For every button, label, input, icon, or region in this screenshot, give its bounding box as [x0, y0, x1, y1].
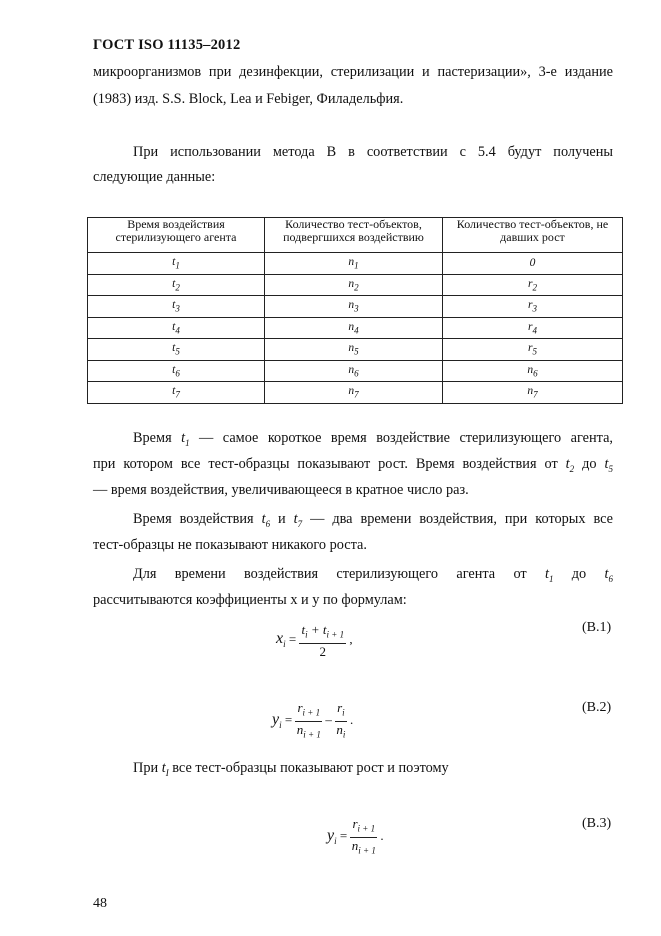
- equation-b1-lhs: $x_i$: [276, 630, 286, 650]
- method-b-line-2: следующие данные:: [93, 169, 216, 185]
- t1-all-text-b: все тест-образцы показывают рост и поэтому: [172, 760, 449, 776]
- symbol-t5: $t_5$: [604, 456, 614, 474]
- equation-b1-fraction: [299, 622, 346, 659]
- table-header-cell: Количество тест-объектов, подвергшихся воздействию: [265, 218, 443, 253]
- table-header-cell: Время воздействия стерилизующего агента: [88, 218, 265, 253]
- t1-text-a: Время: [133, 430, 172, 446]
- table-row: [88, 339, 623, 361]
- t6-paragraph-line-2: тест-образцы не показывают никакого роста.: [93, 537, 367, 553]
- table-cell: $n_7$: [443, 382, 623, 404]
- table-cell: $n_1$: [265, 253, 443, 275]
- t1-text-line-2-mid: до: [582, 456, 597, 472]
- symbol-ti: $t_I$: [161, 760, 169, 778]
- table-cell: $r_2$: [443, 274, 623, 296]
- table-cell: $t_1$: [88, 253, 265, 275]
- table-row: [88, 382, 623, 404]
- t1-paragraph-line-3: — время воздействия, увеличивающееся в кратное число раз.: [93, 482, 469, 498]
- table-cell: $n_4$: [265, 317, 443, 339]
- t1-text-line-2: при котором все тест-образцы показывают рост. Время воздействия от: [93, 456, 558, 472]
- equation-b2-fraction-2: $\frac{r_i}{n_i}$: [336, 700, 346, 740]
- exposure-data-table: [87, 217, 623, 404]
- t6-text-a: Время воздействия: [133, 511, 254, 527]
- table-row: [88, 274, 623, 296]
- table-cell: $t_4$: [88, 317, 265, 339]
- symbol-t7: $t_7$: [293, 511, 303, 529]
- calc-text-a: Для времени воздействия стерилизующего агента от: [133, 566, 527, 582]
- table-cell: $n_3$: [265, 296, 443, 318]
- method-b-line-1: При использовании метода В в соответствии с 5.4 будут получены: [133, 144, 613, 160]
- table-cell: $n_2$: [265, 274, 443, 296]
- t6-text-mid: и: [278, 511, 286, 527]
- t1-text-b: — самое короткое время воздействие стерилизующего агента,: [199, 430, 613, 446]
- equation-b1-label: (B.1): [582, 620, 612, 635]
- equation-b2-lhs: $y_i$: [272, 711, 282, 731]
- equation-b2: $y_i$ = $\frac{r_{i + 1}}{n_{i + 1}}$ – $\frac{r_i}{n_i}$ .: [272, 700, 353, 742]
- table-cell: $t_2$: [88, 274, 265, 296]
- symbol-t1: $t_1$: [544, 566, 554, 584]
- table-cell: $t_6$: [88, 360, 265, 382]
- document-header: ГОСТ ISO 11135–2012: [93, 37, 241, 53]
- table-cell: $t_5$: [88, 339, 265, 361]
- table-cell: $t_3$: [88, 296, 265, 318]
- table-cell: $r_4$: [443, 317, 623, 339]
- table-cell: $r_3$: [443, 296, 623, 318]
- t6-text-b: — два времени воздействия, при которых все: [310, 511, 614, 527]
- t1-all-text-a: При: [133, 760, 159, 776]
- page-number: 48: [93, 896, 107, 911]
- symbol-t6: $t_6$: [261, 511, 271, 529]
- table-cell: $n_7$: [265, 382, 443, 404]
- table-header-cell: Количество тест-объектов, не давших рост: [443, 218, 623, 253]
- equation-b1: $x_i$ = $\frac{t_i + t_{i + 1}}{2}$ ,: [276, 622, 353, 659]
- table-cell: $r_5$: [443, 339, 623, 361]
- calc-text-mid: до: [571, 566, 587, 582]
- equation-b1-numerator: $t_i + t_{i + 1}$: [299, 622, 346, 644]
- equation-b2-label: (B.2): [582, 700, 612, 715]
- symbol-t6: $t_6$: [604, 566, 614, 584]
- calc-paragraph-line-2: рассчитываются коэффициенты x и y по формулам:: [93, 592, 407, 608]
- equation-b3-label: (B.3): [582, 816, 612, 831]
- table-row: [88, 360, 623, 382]
- table-row: [88, 317, 623, 339]
- intro-line-1: микроорганизмов при дезинфекции, стерилизации и пастеризации», 3-е издание: [93, 64, 613, 80]
- table-cell: $n_5$: [265, 339, 443, 361]
- equation-b2-fraction-1: $\frac{r_{i + 1}}{n_{i + 1}}$: [296, 700, 321, 740]
- table-cell: 0: [443, 253, 623, 275]
- t1-all-growth-line: [133, 756, 449, 786]
- table-header-row: [88, 218, 623, 253]
- equation-b3-lhs: $y_i$: [327, 827, 337, 847]
- table-row: [88, 296, 623, 318]
- intro-line-2: (1983) изд. S.S. Block, Lea и Febiger, Филадельфия.: [93, 91, 404, 107]
- equation-b1-denominator: 2: [319, 643, 327, 659]
- equation-b3: $y_i$ = $\frac{r_{i + 1}}{n_{i + 1}}$ .: [327, 816, 384, 858]
- table-row: [88, 253, 623, 275]
- symbol-t2: $t_2$: [565, 456, 575, 474]
- table-cell: $n_6$: [265, 360, 443, 382]
- table-cell: $t_7$: [88, 382, 265, 404]
- symbol-t1: $t_1$: [181, 430, 190, 448]
- equation-b3-fraction: $\frac{r_{i + 1}}{n_{i + 1}}$: [351, 816, 376, 856]
- table-cell: $n_6$: [443, 360, 623, 382]
